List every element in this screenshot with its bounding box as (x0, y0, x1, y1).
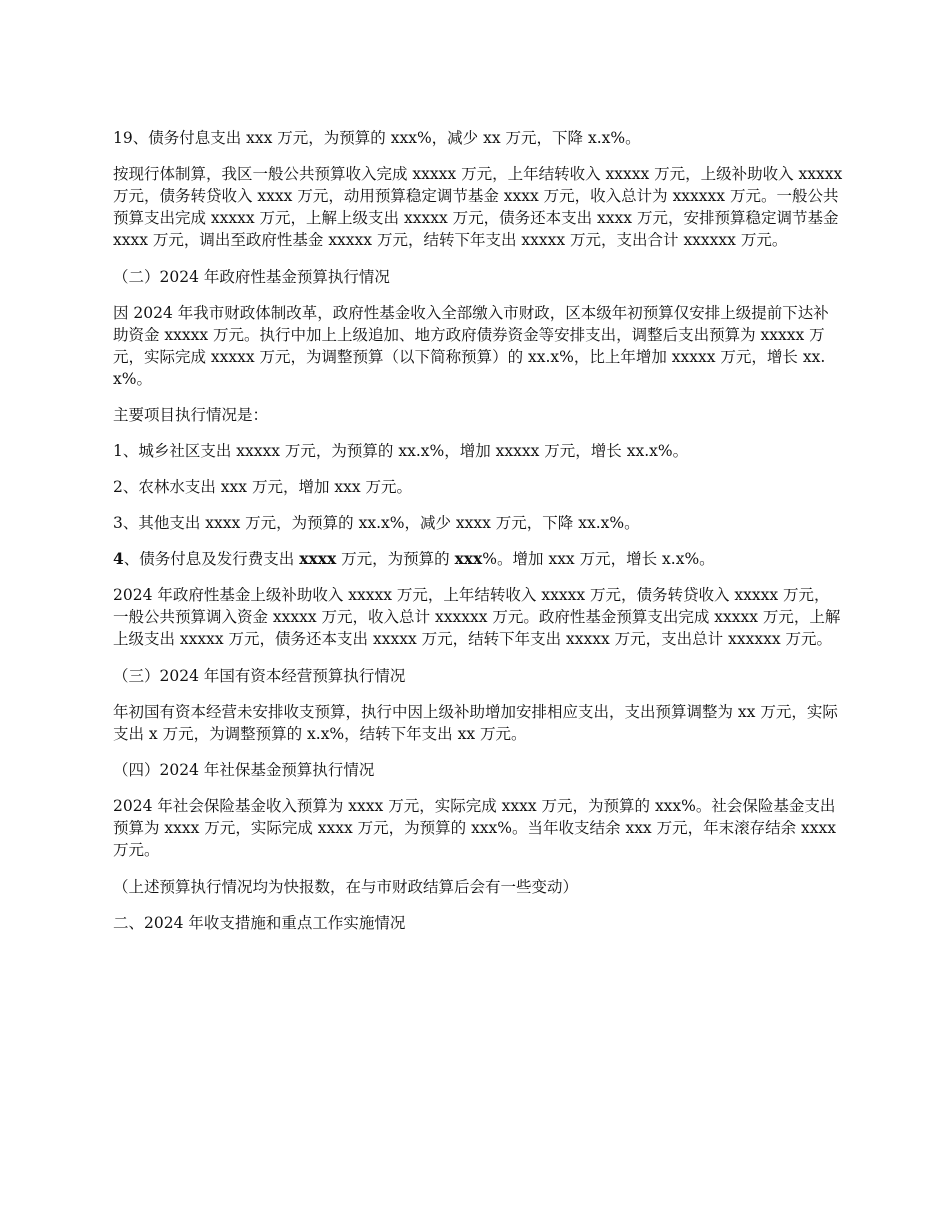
item-amount: xxxx (299, 549, 337, 568)
major-items-intro: 主要项目执行情况是： (113, 406, 269, 424)
item-text-b: 万元，为预算的 (336, 550, 455, 568)
debt-interest-item: 19、债务付息支出 xxx 万元，为预算的 xxx%，减少 xx 万元，下降 x.x%。 (113, 129, 641, 147)
section-heading-social-insurance: （四）2024 年社保基金预算执行情况 (113, 761, 375, 779)
item-debt-interest-issuance (113, 548, 843, 570)
item-number: 4 (113, 549, 124, 568)
item-text-a: 、债务付息及发行费支出 (123, 550, 300, 568)
section-heading-gov-fund: （二）2024 年政府性基金预算执行情况 (113, 267, 390, 286)
item-other: 3、其他支出 xxxx 万元，为预算的 xx.x%，减少 xxxx 万元，下降 xx.x%。 (113, 514, 640, 532)
gov-fund-summary: 2024 年政府性基金上级补助收入 xxxxx 万元，上年结转收入 xxxxx 万元，债务转贷收入 xxxxx 万元，一般公共预算调入资金 xxxxx 万元，收入总计 xxxxxx 万元。政府性基金预算支出完成 xxxxx 万元，上解上级支出 xxxxx 万元，债务还本支出 xxxxx 万元，结转下年支出 xxxxx 万元，支出总计 xxxxxx 万元。 (113, 586, 841, 648)
item-percent: xxx (454, 549, 483, 568)
gov-fund-overview: 因 2024 年我市财政体制改革，政府性基金收入全部缴入市财政，区本级年初预算仅安排上级提前下达补助资金 xxxxx 万元。执行中加上上级追加、地方政府债券资金等安排支出，调整后支出预算为 xxxxx 万元，实际完成 xxxxx 万元，为调整预算（以下简称预算）的 xx.x%，比上年增加 xxxxx 万元，增长 xx.x%。 (113, 303, 829, 388)
item-urban-rural: 1、城乡社区支出 xxxxx 万元，为预算的 xx.x%，增加 xxxxx 万元，增长 xx.x%。 (113, 442, 689, 460)
state-capital-overview: 年初国有资本经营未安排收支预算，执行中因上级补助增加安排相应支出，支出预算调整为 xx 万元，实际支出 x 万元，为调整预算的 x.x%，结转下年支出 xx 万元。 (113, 702, 838, 743)
item-agriculture: 2、农林水支出 xxx 万元，增加 xxx 万元。 (113, 478, 413, 496)
general-budget-summary: 按现行体制算，我区一般公共预算收入完成 xxxxx 万元，上年结转收入 xxxxx 万元，上级补助收入 xxxxx 万元，债务转贷收入 xxxx 万元，动用预算稳定调节基金 xxxx 万元，收入总计为 xxxxxx 万元。一般公共预算支出完成 xxxxx 万元，上解上级支出 xxxxx 万元，债务还本支出 xxxx 万元，安排预算稳定调节基金 xxxx 万元，调出至政府性基金 xxxxx 万元，结转下年支出 xxxxx 万元，支出合计 xxxxxx 万元。 (113, 165, 843, 249)
preliminary-note: （上述预算执行情况均为快报数，在与市财政结算后会有一些变动） (113, 877, 579, 896)
social-insurance-overview: 2024 年社会保险基金收入预算为 xxxx 万元，实际完成 xxxx 万元，为预算的 xxx%。社会保险基金支出预算为 xxxx 万元，实际完成 xxxx 万元，为预算的 xxx%。当年收支结余 xxx 万元，年末滚存结余 xxxx 万元。 (113, 797, 836, 859)
item-text-c: %。增加 xxx 万元，增长 x.x%。 (482, 550, 715, 568)
section-heading-measures: 二、2024 年收支措施和重点工作实施情况 (113, 913, 406, 932)
document-page (113, 127, 843, 948)
section-heading-state-capital: （三）2024 年国有资本经营预算执行情况 (113, 666, 406, 685)
